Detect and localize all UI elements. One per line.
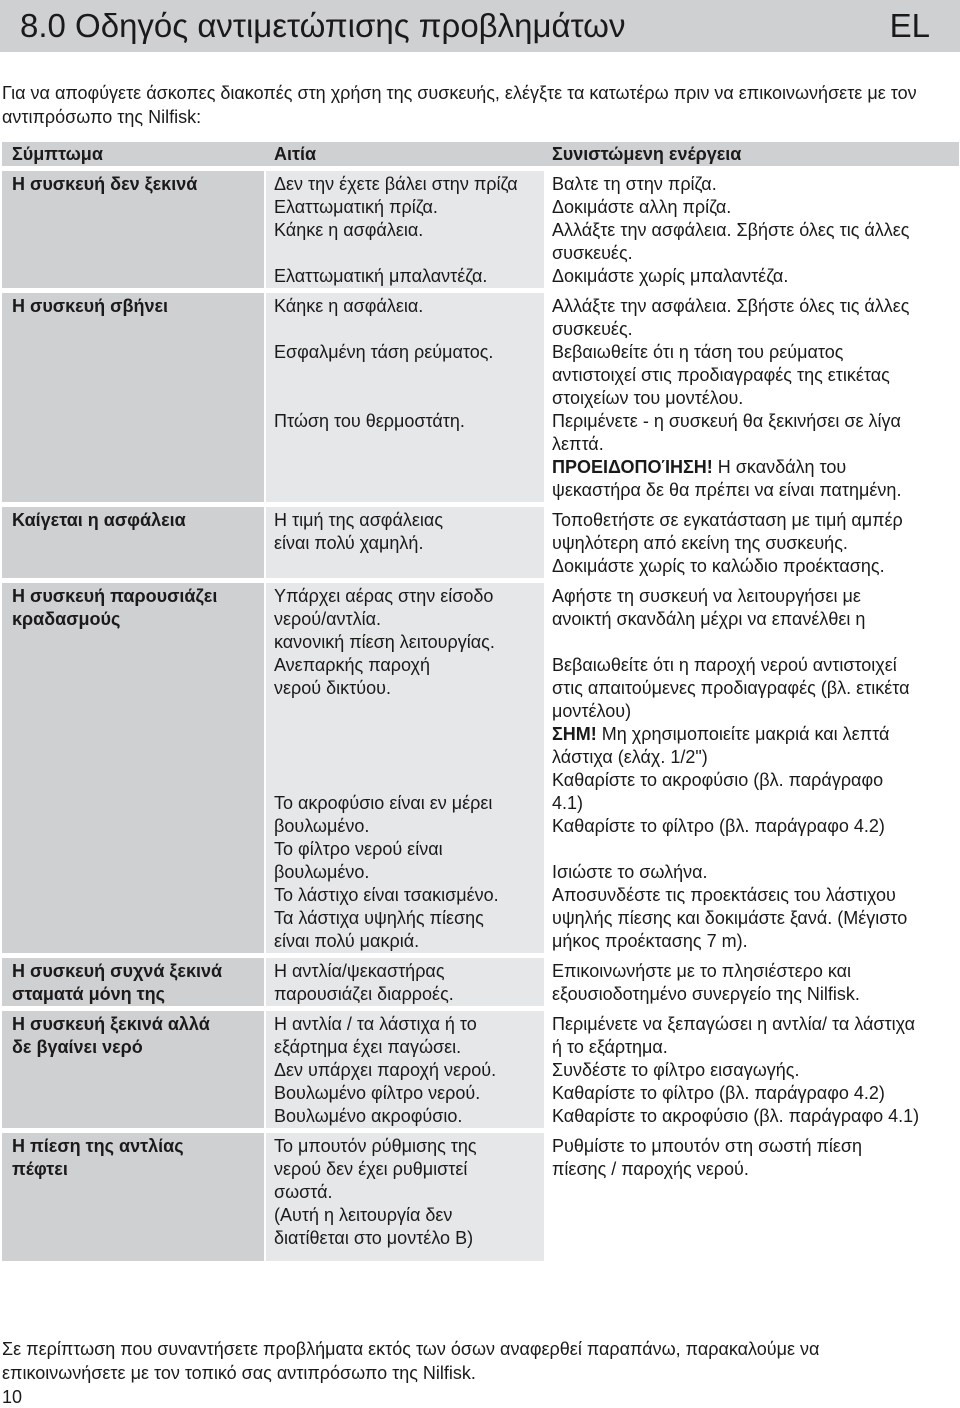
header-action: Συνιστώμενη ενέργεια <box>552 144 742 164</box>
cause-text: Το μπουτόν ρύθμισης της νερού δεν έχει ρυθμιστεί σωστά. (Αυτή η λειτουργία δεν διατίθεται στο μοντέλο B) <box>274 1136 477 1248</box>
cause-cell <box>266 507 544 578</box>
symptom-text: Η πίεση της αντλίας πέφτει <box>12 1136 184 1179</box>
symptom-cell <box>2 507 264 578</box>
table-header <box>2 142 959 166</box>
cause-cell <box>266 583 544 953</box>
table-row <box>2 171 959 288</box>
warning-label: ΠΡΟΕΙΔΟΠΟΊΗΣΗ! <box>552 457 713 477</box>
action-text-part: Η σκανδάλη του ψεκαστήρα δε θα πρέπει να είναι πατημένη. <box>552 457 902 500</box>
action-text <box>546 293 959 502</box>
troubleshooting-table <box>2 142 959 1266</box>
cause-cell <box>266 1133 544 1261</box>
action-text: Τοποθετήστε σε εγκατάσταση με τιμή αμπέρ υψηλότερη από εκείνη της συσκευής. Δοκιμάστε χωρίς το καλώδιο προέκτασης. <box>552 510 903 576</box>
symptom-cell <box>2 1133 264 1261</box>
table-row <box>2 507 959 578</box>
language-code: EL <box>889 7 930 44</box>
table-row <box>2 1133 959 1261</box>
action-text-part: Μη χρησιμοποιείτε μακριά και λεπτά λάστιχα (ελάχ. 1/2") Καθαρίστε το ακροφύσιο (βλ. παράγραφο 4.1) Καθαρίστε το φίλτρο (βλ. παράγραφο 4.2) Ισιώστε το σωλήνα. Αποσυνδέστε τις προεκτάσεις του λάστιχου υψηλής πίεσης και δοκιμάστε ξανά. (Μέγιστο μήκος προέκτασης 7 m). <box>552 724 908 951</box>
table-row <box>2 1011 959 1128</box>
table-row <box>2 293 959 502</box>
symptom-cell <box>2 171 264 288</box>
page-header <box>0 0 960 52</box>
page-title: 8.0 Οδηγός αντιμετώπισης προβλημάτων <box>20 7 626 44</box>
cause-text: Η αντλία/ψεκαστήρας παρουσιάζει διαρροές. <box>274 961 454 1004</box>
intro-text: Για να αποφύγετε άσκοπες διακοπές στη χρήση της συσκευής, ελέγξτε τα κατωτέρω πριν να επικοινωνήσετε με τον αντιπρόσωπο της Nilfisk: <box>2 83 917 127</box>
symptom-text: Η συσκευή συχνά ξεκινά σταματά μόνη της <box>12 961 223 1004</box>
symptom-cell <box>2 1011 264 1128</box>
note-label: ΣΗΜ! <box>552 724 597 744</box>
cause-cell <box>266 958 544 1006</box>
symptom-text: Καίγεται η ασφάλεια <box>12 510 186 530</box>
cause-text: Η τιμή της ασφάλειας είναι πολύ χαμηλή. <box>274 510 443 553</box>
symptom-cell <box>2 583 264 953</box>
cause-text: Δεν την έχετε βάλει στην πρίζα Ελαττωματική πρίζα. Κάηκε η ασφάλεια. Ελαττωματική μπαλαντέζα. <box>274 174 518 286</box>
cause-cell <box>266 293 544 502</box>
action-text: Περιμένετε να ξεπαγώσει η αντλία/ τα λάστιχα ή το εξάρτημα. Συνδέστε το φίλτρο εισαγωγής. Καθαρίστε το φίλτρο (βλ. παράγραφο 4.2) Καθαρίστε το ακροφύσιο (βλ. παράγραφο 4.1) <box>552 1014 920 1126</box>
action-text-part: Αλλάξτε την ασφάλεια. Σβήστε όλες τις άλλες συσκευές. Βεβαιωθείτε ότι η τάση του ρεύματος αντιστοιχεί στις προδιαγραφές της ετικέτας στοιχείων του μοντέλου. Περιμένετε - η συσκευή θα ξεκινήσει σε λίγα λεπτά. <box>552 296 910 454</box>
symptom-cell <box>2 958 264 1006</box>
page-number: 10 <box>2 1387 23 1407</box>
action-text: Ρυθμίστε το μπουτόν στη σωστή πίεση πίεσης / παροχής νερού. <box>552 1136 863 1179</box>
cause-cell <box>266 1011 544 1128</box>
action-text: Επικοινωνήστε με το πλησιέστερο και εξουσιοδοτημένο συνεργείο της Nilfisk. <box>552 961 860 1004</box>
symptom-text: Η συσκευή σβήνει <box>12 296 169 316</box>
table-row <box>2 583 959 953</box>
symptom-text: Η συσκευή παρουσιάζει κραδασμούς <box>12 586 218 629</box>
action-text: Βαλτε τη στην πρίζα. Δοκιμάστε αλλη πρίζα. Αλλάξτε την ασφάλεια. Σβήστε όλες τις άλλες συσκευές. Δοκιμάστε χωρίς μπαλαντέζα. <box>552 174 910 286</box>
symptom-text: Η συσκευή δεν ξεκινά <box>12 174 198 194</box>
table-row <box>2 958 959 1006</box>
cause-text: Κάηκε η ασφάλεια. Εσφαλμένη τάση ρεύματος. Πτώση του θερμοστάτη. <box>274 296 494 431</box>
cause-text: Η αντλία / τα λάστιχα ή το εξάρτημα έχει παγώσει. Δεν υπάρχει παροχή νερού. Βουλωμένο φίλτρο νερού. Βουλωμένο ακροφύσιο. <box>274 1014 497 1126</box>
action-text <box>546 583 959 953</box>
symptom-cell <box>2 293 264 502</box>
header-symptom: Σύμπτωμα <box>12 144 103 164</box>
action-text-part: Αφήστε τη συσκευή να λειτουργήσει με ανοικτή σκανδάλη μέχρι να επανέλθει η Βεβαιωθείτε ότι η παροχή νερού αντιστοιχεί στις απαιτούμενες προδιαγραφές (βλ. ετικέτα μοντέλου) <box>552 586 910 721</box>
header-cause: Αιτία <box>274 144 317 164</box>
cause-text: Υπάρχει αέρας στην είσοδο νερού/αντλία. κανονική πίεση λειτουργίας. Ανεπαρκής παροχή νερού δικτύου. Το ακροφύσιο είναι εν μέρει βουλωμένο. Το φίλτρο νερού είναι βουλωμένο. Το λάστιχο είναι τσακισμένο. Τα λάστιχα υψηλής πίεσης είναι πολύ μακριά. <box>274 586 499 951</box>
symptom-text: Η συσκευή ξεκινά αλλά δε βγαίνει νερό <box>12 1014 210 1057</box>
cause-cell <box>266 171 544 288</box>
footer-note: Σε περίπτωση που συναντήσετε προβλήματα εκτός των όσων αναφερθεί παραπάνω, παρακαλούμε να επικοινωνήσετε με τον τοπικό σας αντιπρόσωπο της Nilfisk. <box>2 1339 820 1383</box>
